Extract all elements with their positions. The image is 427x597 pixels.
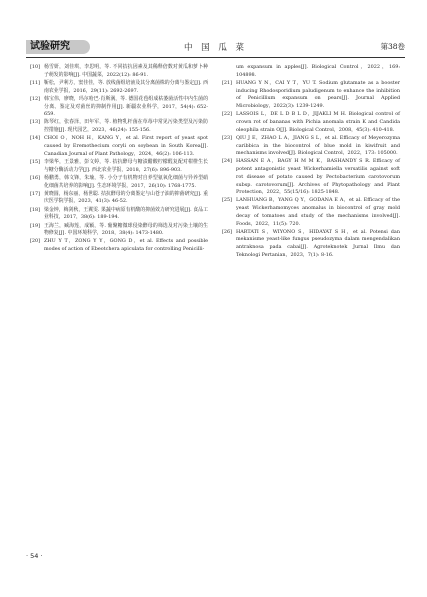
reference-item [222,135,400,158]
reference-item [30,96,208,119]
reference-text: LASSOIS L，DE L D B L D，JIJAKLI M H. Biological control of crown rot of bananas with Pichia anomala strain K and Candida oleophila strain O[J]. Biological Control，2008，45(3): 410-418. [236,111,400,133]
reference-text: 杨雪妍，刘佳琪，李思明，等. 不同拮抗因素及其稀释倍数对黄瓜和萝卜种子萌发的影响[J]. 中国蔬菜，2022(12): 86-91. [44,64,208,78]
volume-label: 第38卷 [380,42,405,51]
reference-item [30,238,208,253]
reference-item [30,191,208,206]
page-number: · 54 · [26,552,43,560]
reference-text: 黄晓圆，杨东丽，杨世聪. 拮抗酵母的分离鉴定与山苍子油的抑菌研究[J]. 重庆医学院学报，2023，41(3): 46-52. [44,190,208,205]
reference-number: [10] [30,64,41,70]
reference-item [222,80,400,111]
reference-text: HUANG Y N，CAI Y T，YU T. Sodium glutamate as a booster inducing Rhodosporidium paludigenum to enhance the inhibition of Penicillium expansum on pears[J]. Journal Applied Microbiology，2022(3): 1239-1249. [236,79,400,110]
reference-number: [17] [30,190,41,197]
reference-item [222,158,400,197]
reference-continuation [222,64,400,79]
header-rule [26,57,405,58]
reference-number: [26] [222,228,233,235]
reference-item [222,229,400,260]
reference-number: [11] [30,79,41,86]
reference-number: [19] [30,222,41,229]
reference-number: [20] [30,238,41,245]
reference-item [222,111,400,134]
reference-item [30,135,208,158]
reference-text: 梁金钟，梅剑秋，王翼雯. 果蔬中病原有机酸的抑菌效力研究进展[J]. 食品工业科技，2017，38(6): 189-194. [44,206,208,221]
reference-text: HARTATI S，WIYONO S，HIDAYAT S H，et al. Potensi dan mekanisme yeast-like fungus pseudozyma dalam mengendalikan antraknosa pada cabai[J]. Agroteknotek Jurnal Ilmu dan Teknologi Pertanian，2023，7(1): 8-16. [236,228,400,258]
reference-text: 李梁华，王景雅，彭文婷，等. 拮抗酵母与糖渍醋酸柠檬醛复配对柑橙生长与糖分酶活动力学[J]. 西北农业学报，2018，27(6): 896-903. [44,158,208,173]
reference-number: [22] [222,111,233,118]
reference-text: um expansum in apples[J]. Biological Control，2022，169: 104898. [236,64,400,78]
reference-number: [13] [30,119,41,126]
reference-number: [18] [30,206,41,213]
reference-text: 靳松，尹利方，窦佳佳，等. 放线菌组培液及其分离菌株的分离与鉴定[J]. 西南农业学报，2016，29(11): 2692-2697. [44,79,208,94]
reference-number: [21] [222,79,233,86]
reference-number: [15] [30,158,41,165]
reference-number: [25] [222,197,233,204]
reference-item [30,223,208,238]
reference-text: ZHU Y T，ZONG Y Y，GONG D，et al. Effects and possible modes of action of Ebeotchera apiculata for controlling Penicilli- [44,238,208,253]
reference-text: 陈琴红，张春泽，田年军，等. 植物乳杆菌在草苺中常见污染类型及污染防控措施[J]. 现代园艺，2023，46(24): 155-156. [44,119,208,134]
reference-number: [14] [30,135,41,142]
reference-text: 王海兰，臧海莲，成颖，等. 葡聚糖微球侵染酵母的筛选及对污染土壤的生物修复[J]. 中国环境科学，2018，38(4): 1473-1480. [44,222,208,237]
reference-text: 韩宝伟，廖晓，玛尔哈巴·肖斯满，等. 德国花苞组成枯萎菌活性中内生菌的分离、鉴定及对菌丝的抑制作用[J]. 新疆农业科学，2017，54(4): 652-659. [44,95,208,118]
journal-title: 中 国 瓜 菜 [183,43,248,53]
reference-text: QIU J E，ZHAO L A，JIANG S L，et al. Efficacy of Meyerozyma caribbica in the biocontrol of blue mold in kiwifruit and mechanisms involved[J]. Biological Control，2022，173: 105000. [236,134,400,157]
reference-item [222,197,400,228]
reference-item [30,175,208,190]
references-left-column [30,64,208,254]
reference-text: CHOI O，NOH H，KANG Y，et al. First report of yeast spot caused by Eremothecium coryli on soybean in South Korea[J]. Canadian Journal of Plant Pathology，2024，46(2): 106-113. [44,135,208,157]
reference-item [30,64,208,79]
reference-number: [23] [222,134,233,141]
reference-text: 杨鹏勇，韩文锋，朱瑜，等. 小分子有机物对自养型氨氧化细菌与异养型硝化细菌共培养的影响[J]. 生态环境学报，2017，26(10): 1768-1775. [44,174,208,189]
reference-item [30,159,208,174]
reference-number: [24] [222,158,233,165]
reference-number: [12] [30,95,41,102]
reference-text: LANHUANG B，YANG Q Y，GODANA E A，et al. Efficacy of the yeast Wickerhamomyces anomalus in biocontrol of gray mold decay of tomatoes and study of the mechanisms involved[J]. Foods，2022，11(5): 720. [236,197,400,227]
reference-item [30,119,208,134]
reference-item [30,80,208,95]
reference-item [30,207,208,222]
section-tag: 试验研究 [26,40,90,54]
references-right-column [222,64,400,260]
page-header [26,40,405,56]
reference-text: HASSAN E A，BAGY H M M K，BASHANDY S R. Efficacy of potent antagonistic yeast Wickerhamiella versatilis against soft rot disease of potato caused by Pectobacterium carotovorum subsp. carotovorum[J]. Archives of Phytopathology and Plant Protection，2022，55(15/16): 1825-1848. [236,158,400,196]
reference-number: [16] [30,174,41,181]
